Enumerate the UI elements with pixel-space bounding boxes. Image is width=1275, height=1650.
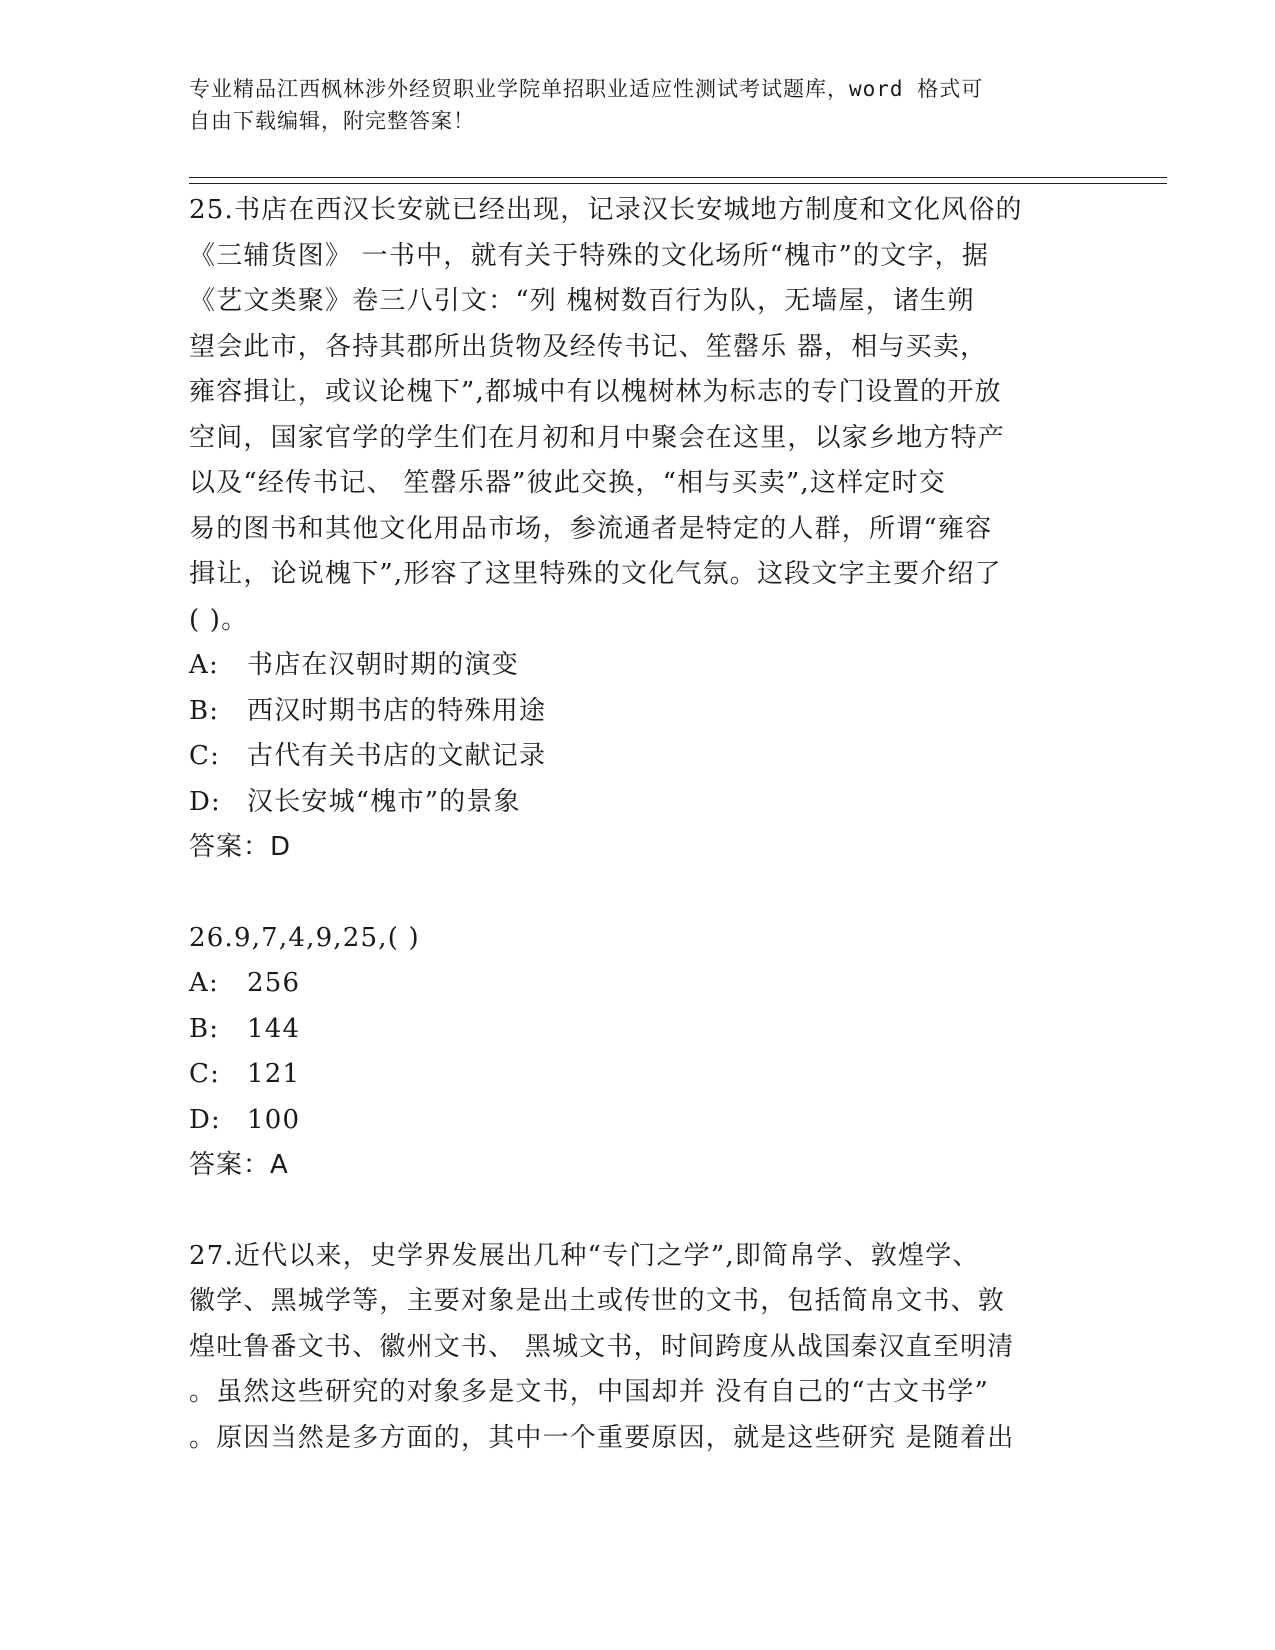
answer-label: 答案：D (189, 832, 292, 862)
option-text: 121 (247, 1059, 301, 1089)
option-key: A: (189, 968, 219, 998)
option-text: 100 (247, 1104, 301, 1135)
option-key: C: (189, 1059, 221, 1089)
page-header (189, 73, 1089, 137)
question-text-line: 煌吐鲁番文书、徽州文书、 黑城文书，时间跨度从战国秦汉直至明清 (189, 1331, 1015, 1362)
option-text: 汉长安城“槐市”的景象 (247, 786, 521, 817)
option-text: 144 (247, 1013, 301, 1044)
question-text-line: 26.9,7,4,9,25,( ) (189, 922, 420, 953)
question-list (189, 188, 1089, 1461)
option-key: B: (189, 695, 220, 726)
question-text-line: 以及“经传书记、 笙罄乐器”彼此交换，“相与买卖”,这样定时交 (189, 468, 946, 498)
option-key: D: (189, 786, 222, 817)
option-c (189, 1052, 1089, 1098)
option-d (189, 1098, 1089, 1144)
question-text-line: 《三辅货图》 一书中，就有关于特殊的文化场所“槐市”的文字，据 (189, 240, 990, 271)
option-key: C: (189, 741, 221, 771)
question-text-line: 揖让，论说槐下”,形容了这里特殊的文化气氛。这段文字主要介绍了 (189, 559, 1002, 589)
header-divider-thick (189, 183, 1167, 184)
option-text: 古代有关书店的文献记录 (247, 741, 547, 771)
question-text-line: ( )。 (189, 604, 249, 635)
option-d (189, 780, 1089, 826)
question-27 (189, 1234, 1089, 1462)
option-text: 书店在汉朝时期的演变 (247, 650, 520, 680)
question-spacer (189, 871, 1089, 916)
question-spacer (189, 1189, 1089, 1234)
option-text: 256 (247, 968, 301, 998)
question-text-line: 《艺文类聚》卷三八引文：“列 槐树数百行为队，无墙屋，诸生朔 (189, 286, 975, 316)
answer-label: 答案：A (189, 1150, 289, 1180)
header-line-1: 专业精品江西枫林涉外经贸职业学院单招职业适应性测试考试题库，word 格式可 (189, 77, 984, 101)
header-divider-thin (189, 177, 1167, 178)
question-text-line: 。原因当然是多方面的，其中一个重要原因，就是这些研究 是随着出 (189, 1422, 1015, 1453)
option-key: D: (189, 1104, 222, 1135)
option-c (189, 734, 1089, 780)
question-text-line: 徽学、黑城学等，主要对象是出土或传世的文书，包括简帛文书、敦 (189, 1286, 1006, 1316)
option-b (189, 689, 1089, 735)
option-a (189, 643, 1089, 689)
question-text-line: 空间，国家官学的学生们在月初和月中聚会在这里，以家乡地方特产 (189, 422, 1006, 453)
option-text: 西汉时期书店的特殊用途 (247, 695, 547, 726)
question-text-line: 27.近代以来，史学界发展出几种“专门之学”,即简帛学、敦煌学、 (189, 1240, 980, 1271)
question-text-line: 望会此市，各持其郡所出货物及经传书记、笙罄乐 器，相与买卖， (189, 331, 988, 362)
question-text-line: 25.书店在西汉长安就已经出现，记录汉长安城地方制度和文化风俗的 (189, 195, 1023, 225)
question-25 (189, 188, 1089, 871)
option-b (189, 1007, 1089, 1053)
option-key: B: (189, 1013, 220, 1044)
question-26 (189, 916, 1089, 1189)
option-a (189, 961, 1089, 1007)
question-text-line: 。虽然这些研究的对象多是文书，中国却并 没有自己的“古文书学” (189, 1377, 990, 1407)
question-text-line: 易的图书和其他文化用品市场，参流通者是特定的人群，所谓“雍容 (189, 513, 993, 544)
question-text-line: 雍容揖让，或议论槐下”,都城中有以槐树林为标志的专门设置的开放 (189, 377, 1002, 407)
option-key: A: (189, 650, 219, 680)
header-line-2: 自由下载编辑，附完整答案！ (189, 109, 475, 133)
